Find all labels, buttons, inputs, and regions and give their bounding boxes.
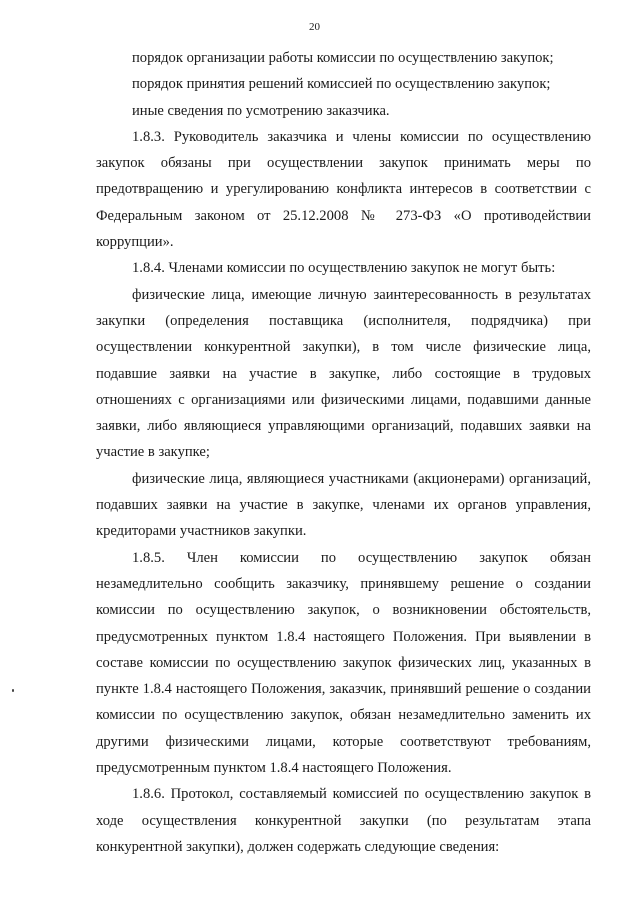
document-body: [96, 45, 591, 860]
scan-speck: [12, 689, 14, 692]
page-number: 20: [309, 21, 320, 33]
paragraph-1-8-3: 1.8.3. Руководитель заказчика и члены комиссии по осуществлению закупок обязаны при осуществлении закупок принимать меры по предотвращению и урегулированию конфликта интересов в соответствии с Федеральным законом от 25.12.2008 № 273-ФЗ «О противодействии коррупции».: [96, 128, 591, 251]
list-item-decision-order: порядок принятия решений комиссией по осуществлению закупок;: [132, 76, 551, 93]
list-item-shareholders: физические лица, являющиеся участниками (акционерами) организаций, подавших заявки на участие в закупке, членами их органов управления, кредиторами участников закупки.: [96, 470, 591, 540]
paragraph-1-8-5: 1.8.5. Член комиссии по осуществлению закупок обязан незамедлительно сообщить заказчику, принявшему решение о создании комиссии по осуществлению закупок, о возникновении обстоятельств, предусмотренных пунктом 1.8.4 настоящего Положения. При выявлении в составе комиссии по осуществлению закупок физических лиц, указанных в пункте 1.8.4 настоящего Положения, заказчик, принявший решение о создании комиссии по осуществлению закупок, обязан незамедлительно заменить их другими физическими лицами, которые соответствуют требованиям, предусмотренным пунктом 1.8.4 настоящего Положения.: [96, 549, 591, 777]
paragraph-1-8-6: 1.8.6. Протокол, составляемый комиссией по осуществлению закупок в ходе осуществления конкурентной закупки (по результатам этапа конкурентной закупки), должен содержать следующие сведения:: [96, 786, 591, 855]
list-item-interested-persons: физические лица, имеющие личную заинтересованность в результатах закупки (определения поставщика (исполнителя, подрядчика) при осуществлении конкурентной закупки), в том числе физические лица, подавшие заявки на участие в закупке, либо состоящие в трудовых отношениях с организациями или физическими лицами, подавшими данные заявки, либо являющиеся управляющими организаций, подавших заявки на участие в закупке;: [96, 286, 591, 461]
list-item-commission-work-order: порядок организации работы комиссии по осуществлению закупок;: [132, 50, 554, 66]
paragraph-1-8-4: 1.8.4. Членами комиссии по осуществлению закупок не могут быть:: [132, 260, 556, 277]
list-item-other-info: иные сведения по усмотрению заказчика.: [132, 102, 390, 119]
